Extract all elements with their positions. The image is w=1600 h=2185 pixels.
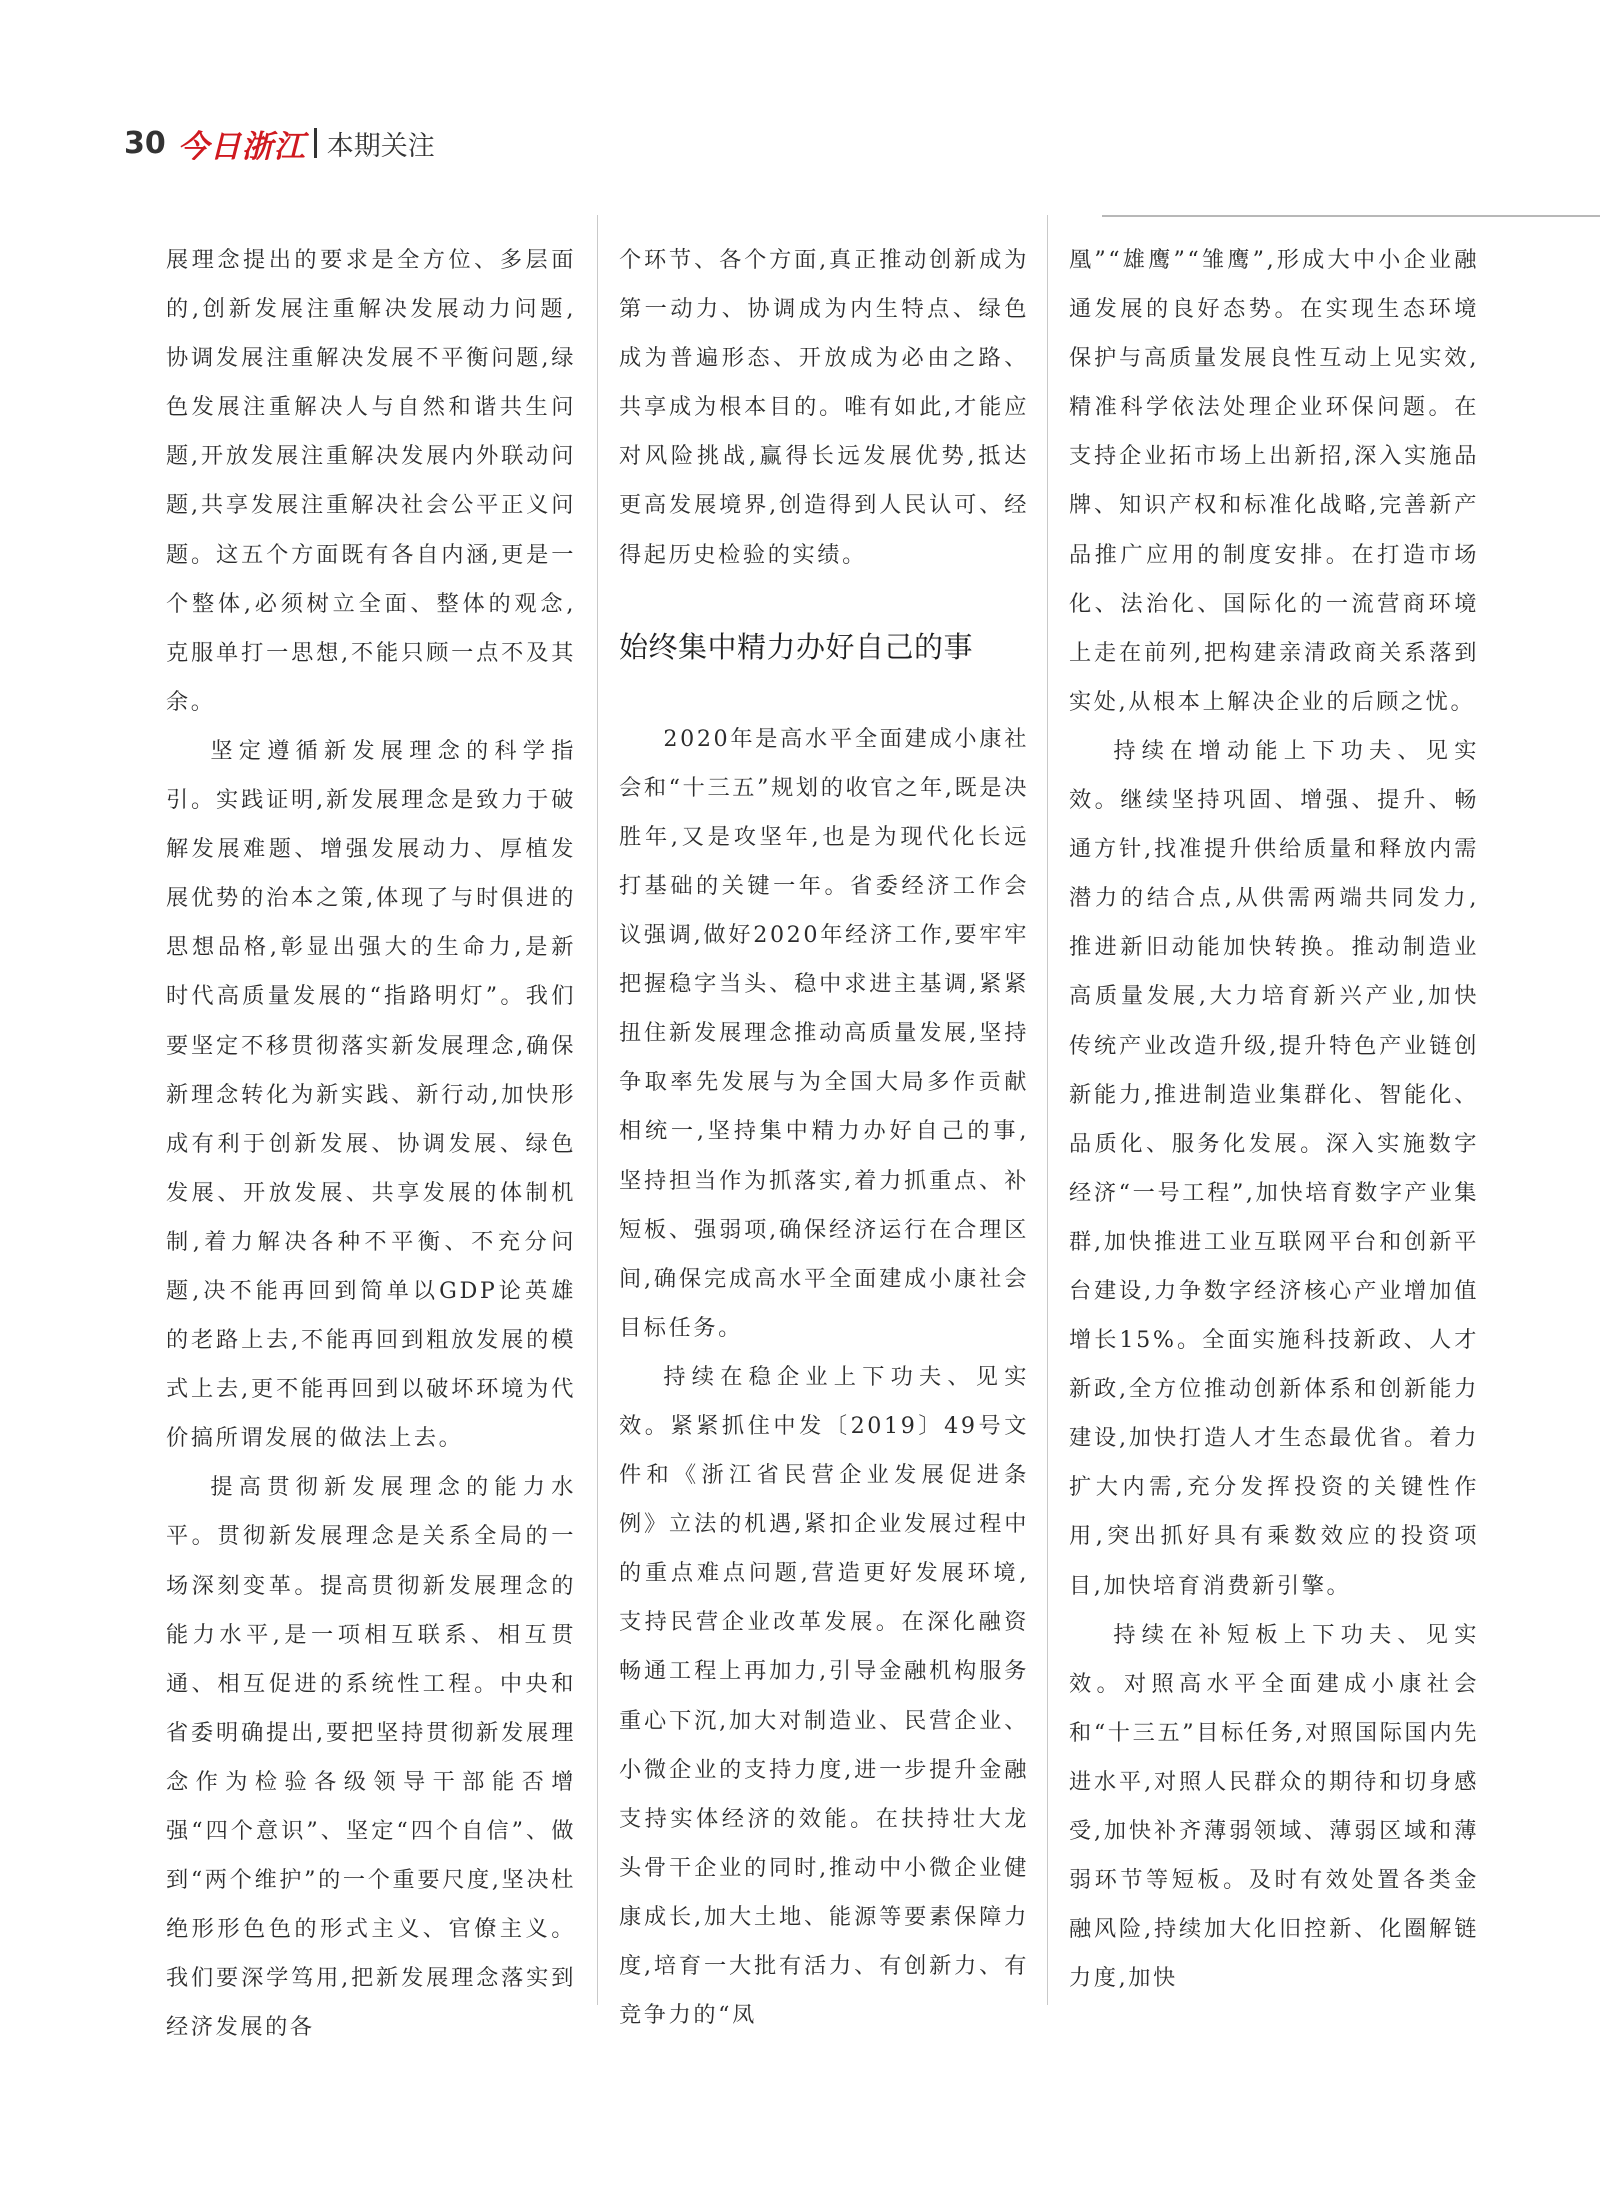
page-header [124,118,435,168]
paragraph: 提高贯彻新发展理念的能力水平。贯彻新发展理念是关系全局的一场深刻变革。提高贯彻新发展理念的能力水平,是一项相互联系、相互贯通、相互促进的系统性工程。中央和省委明确提出,要把坚持贯彻新发展理念作为检验各级领导干部能否增强“四个意识”、坚定“四个自信”、做到“两个维护”的一个重要尺度,坚决杜绝形形色色的形式主义、官僚主义。我们要深学笃用,把新发展理念落实到经济发展的各 [166,1474,576,2041]
paragraph: 凰”“雄鹰”“雏鹰”,形成大中小企业融通发展的良好态势。在实现生态环境保护与高质量发展良性互动上见实效,精准科学依法处理企业环保问题。在支持企业拓市场上出新招,深入实施品牌、知识产权和标准化战略,完善新产品推广应用的制度安排。在打造市场化、法治化、国际化的一流营商环境上走在前列,把构建亲清政商关系落到实处,从根本上解决企业的后顾之忧。 [1069,247,1479,715]
section-label: 本期关注 [326,130,435,162]
section-heading: 始终集中精力办好自己的事 [619,629,974,664]
paragraph: 坚定遵循新发展理念的科学指引。实践证明,新发展理念是致力于破解发展难题、增强发展动力、厚植发展优势的治本之策,体现了与时俱进的思想品格,彰显出强大的生命力,是新时代高质量发展的“指路明灯”。我们要坚定不移贯彻落实新发展理念,确保新理念转化为新实践、新行动,加快形成有利于创新发展、协调发展、绿色发展、开放发展、共享发展的体制机制,着力解决各种不平衡、不充分问题,决不能再回到简单以GDP论英雄的老路上去,不能再回到粗放发展的模式上去,更不能再回到以破坏环境为代价搞所谓发展的做法上去。 [166,737,576,1452]
magazine-logo: 今日浙江 [177,128,306,165]
page-number: 30 [124,125,166,161]
paragraph: 持续在补短板上下功夫、见实效。对照高水平全面建成小康社会和“十三五”目标任务,对照国际国内先进水平,对照人民群众的期待和切身感受,加快补齐薄弱领域、薄弱区域和薄弱环节等短板。及时有效处置各类金融风险,持续加大化旧控新、化圈解链力度,加快 [1069,1621,1479,1992]
paragraph: 持续在稳企业上下功夫、见实效。紧紧抓住中发〔2019〕49号文件和《浙江省民营企业发展促进条例》立法的机遇,紧扣企业发展过程中的重点难点问题,营造更好发展环境,支持民营企业改革发展。在深化融资畅通工程上再加力,引导金融机构服务重心下沉,加大对制造业、民营企业、小微企业的支持力度,进一步提升金融支持实体经济的效能。在扶持壮大龙头骨干企业的同时,推动中小微企业健康成长,加大土地、能源等要素保障力度,培育一大批有活力、有创新力、有竞争力的“凤 [619,1363,1029,2029]
paragraph: 个环节、各个方面,真正推动创新成为第一动力、协调成为内生特点、绿色成为普遍形态、开放成为必由之路、共享成为根本目的。唯有如此,才能应对风险挑战,赢得长远发展优势,抵达更高发展境界,创造得到人民认可、经得起历史检验的实绩。 [619,247,1029,568]
top-rule [1102,215,1600,217]
header-divider [314,128,317,158]
paragraph: 展理念提出的要求是全方位、多层面的,创新发展注重解决发展动力问题,协调发展注重解决发展不平衡问题,绿色发展注重解决人与自然和谐共生问题,开放发展注重解决发展内外联动问题,共享发展注重解决社会公平正义问题。这五个方面既有各自内涵,更是一个整体,必须树立全面、整体的观念,克服单打一思想,不能只顾一点不及其余。 [166,247,576,715]
paragraph: 持续在增动能上下功夫、见实效。继续坚持巩固、增强、提升、畅通方针,找准提升供给质量和释放内需潜力的结合点,从供需两端共同发力,推进新旧动能加快转换。推动制造业高质量发展,大力培育新兴产业,加快传统产业改造升级,提升特色产业链创新能力,推进制造业集群化、智能化、品质化、服务化发展。深入实施数字经济“一号工程”,加快培育数字产业集群,加快推进工业互联网平台和创新平台建设,力争数字经济核心产业增加值增长15%。全面实施科技新政、人才新政,全方位推动创新体系和创新能力建设,加快打造人才生态最优省。着力扩大内需,充分发挥投资的关键性作用,突出抓好具有乘数效应的投资项目,加快培育消费新引擎。 [1069,737,1479,1599]
article-column-2 [619,236,1029,2040]
paragraph: 2020年是高水平全面建成小康社会和“十三五”规划的收官之年,既是决胜年,又是攻坚年,也是为现代化长远打基础的关键一年。省委经济工作会议强调,做好2020年经济工作,要牢牢把握稳字当头、稳中求进主基调,紧紧扭住新发展理念推动高质量发展,坚持争取率先发展与为全国大局多作贡献相统一,坚持集中精力办好自己的事,坚持担当作为抓落实,着力抓重点、补短板、强弱项,确保经济运行在合理区间,确保完成高水平全面建成小康社会目标任务。 [619,725,1029,1341]
column-divider-1 [597,215,598,2005]
article-column-1 [166,236,576,2052]
column-divider-2 [1047,215,1048,2005]
article-column-3 [1069,236,1479,2003]
